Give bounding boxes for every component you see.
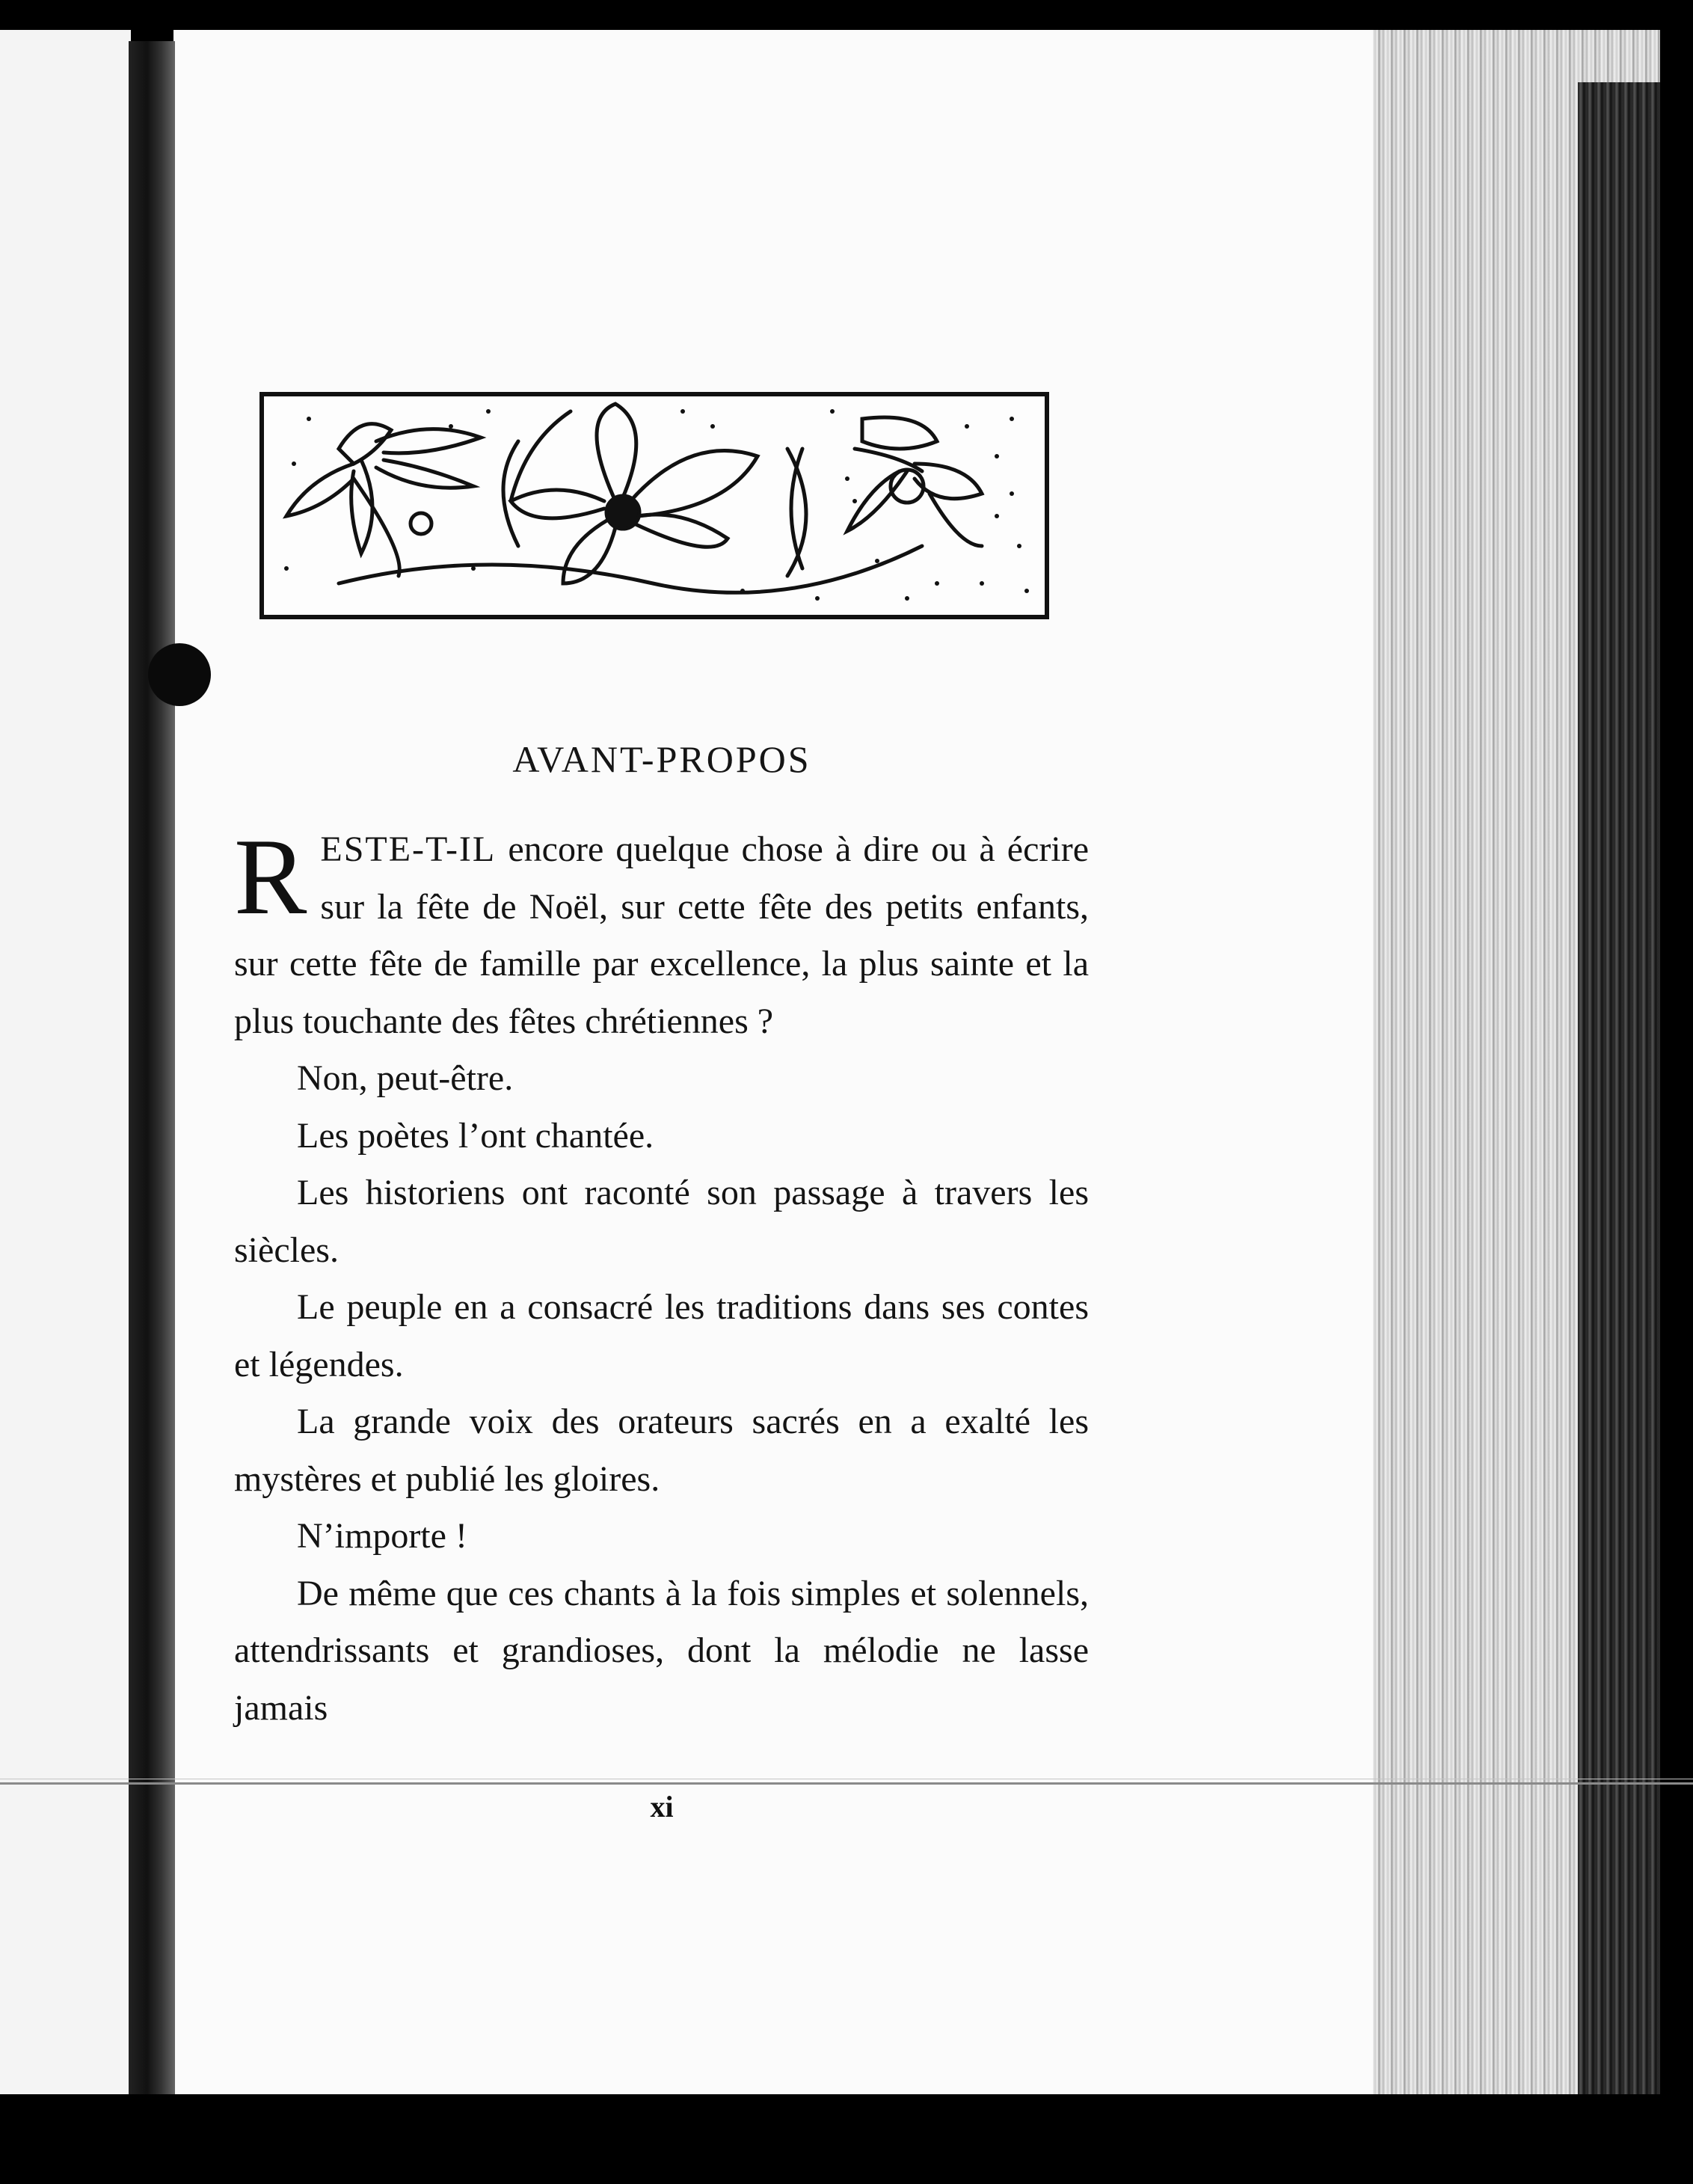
- paragraph: N’importe !: [297, 1516, 467, 1556]
- scan-artifact-line: [0, 1782, 1693, 1785]
- opening-text: encore quelque chose à dire ou à écrire sur la fête de Noël, sur cette fête des petits enfants, sur cette fête de famille par excellence, la plus sainte et la plus touchante des fêtes chrétiennes ?: [234, 829, 1089, 1041]
- body-text: [234, 816, 1089, 1737]
- paragraph: Non, peut-être.: [297, 1058, 514, 1098]
- paragraph: De même que ces chants à la fois simples et solennels, attendrissants et grandioses, dont la mélodie ne lasse jamais: [234, 1573, 1089, 1728]
- opening-paragraph: [234, 816, 1089, 1050]
- heading-text: AVANT-PROPOS: [512, 738, 811, 780]
- paragraph: Le peuple en a consacré les traditions dans ses contes et légendes.: [234, 1287, 1089, 1384]
- binding-hole: [148, 643, 211, 706]
- paragraph: Les historiens ont raconté son passage à travers les siècles.: [234, 1173, 1089, 1270]
- paragraph: La grande voix des orateurs sacrés en a exalté les mystères et publié les gloires.: [234, 1402, 1089, 1499]
- paragraph: Les poètes l’ont chantée.: [297, 1115, 654, 1156]
- flower-illustration: [264, 396, 1045, 615]
- page-number: xi: [650, 1790, 674, 1823]
- book-gutter: [129, 41, 175, 2094]
- chapter-heading: [0, 737, 1324, 781]
- page-edges: [1373, 30, 1660, 2094]
- floral-ornament: [259, 392, 1049, 619]
- drop-cap: R: [234, 816, 307, 937]
- left-page-margin: [0, 30, 131, 2094]
- opening-small-caps: ESTE-T-IL: [320, 829, 497, 869]
